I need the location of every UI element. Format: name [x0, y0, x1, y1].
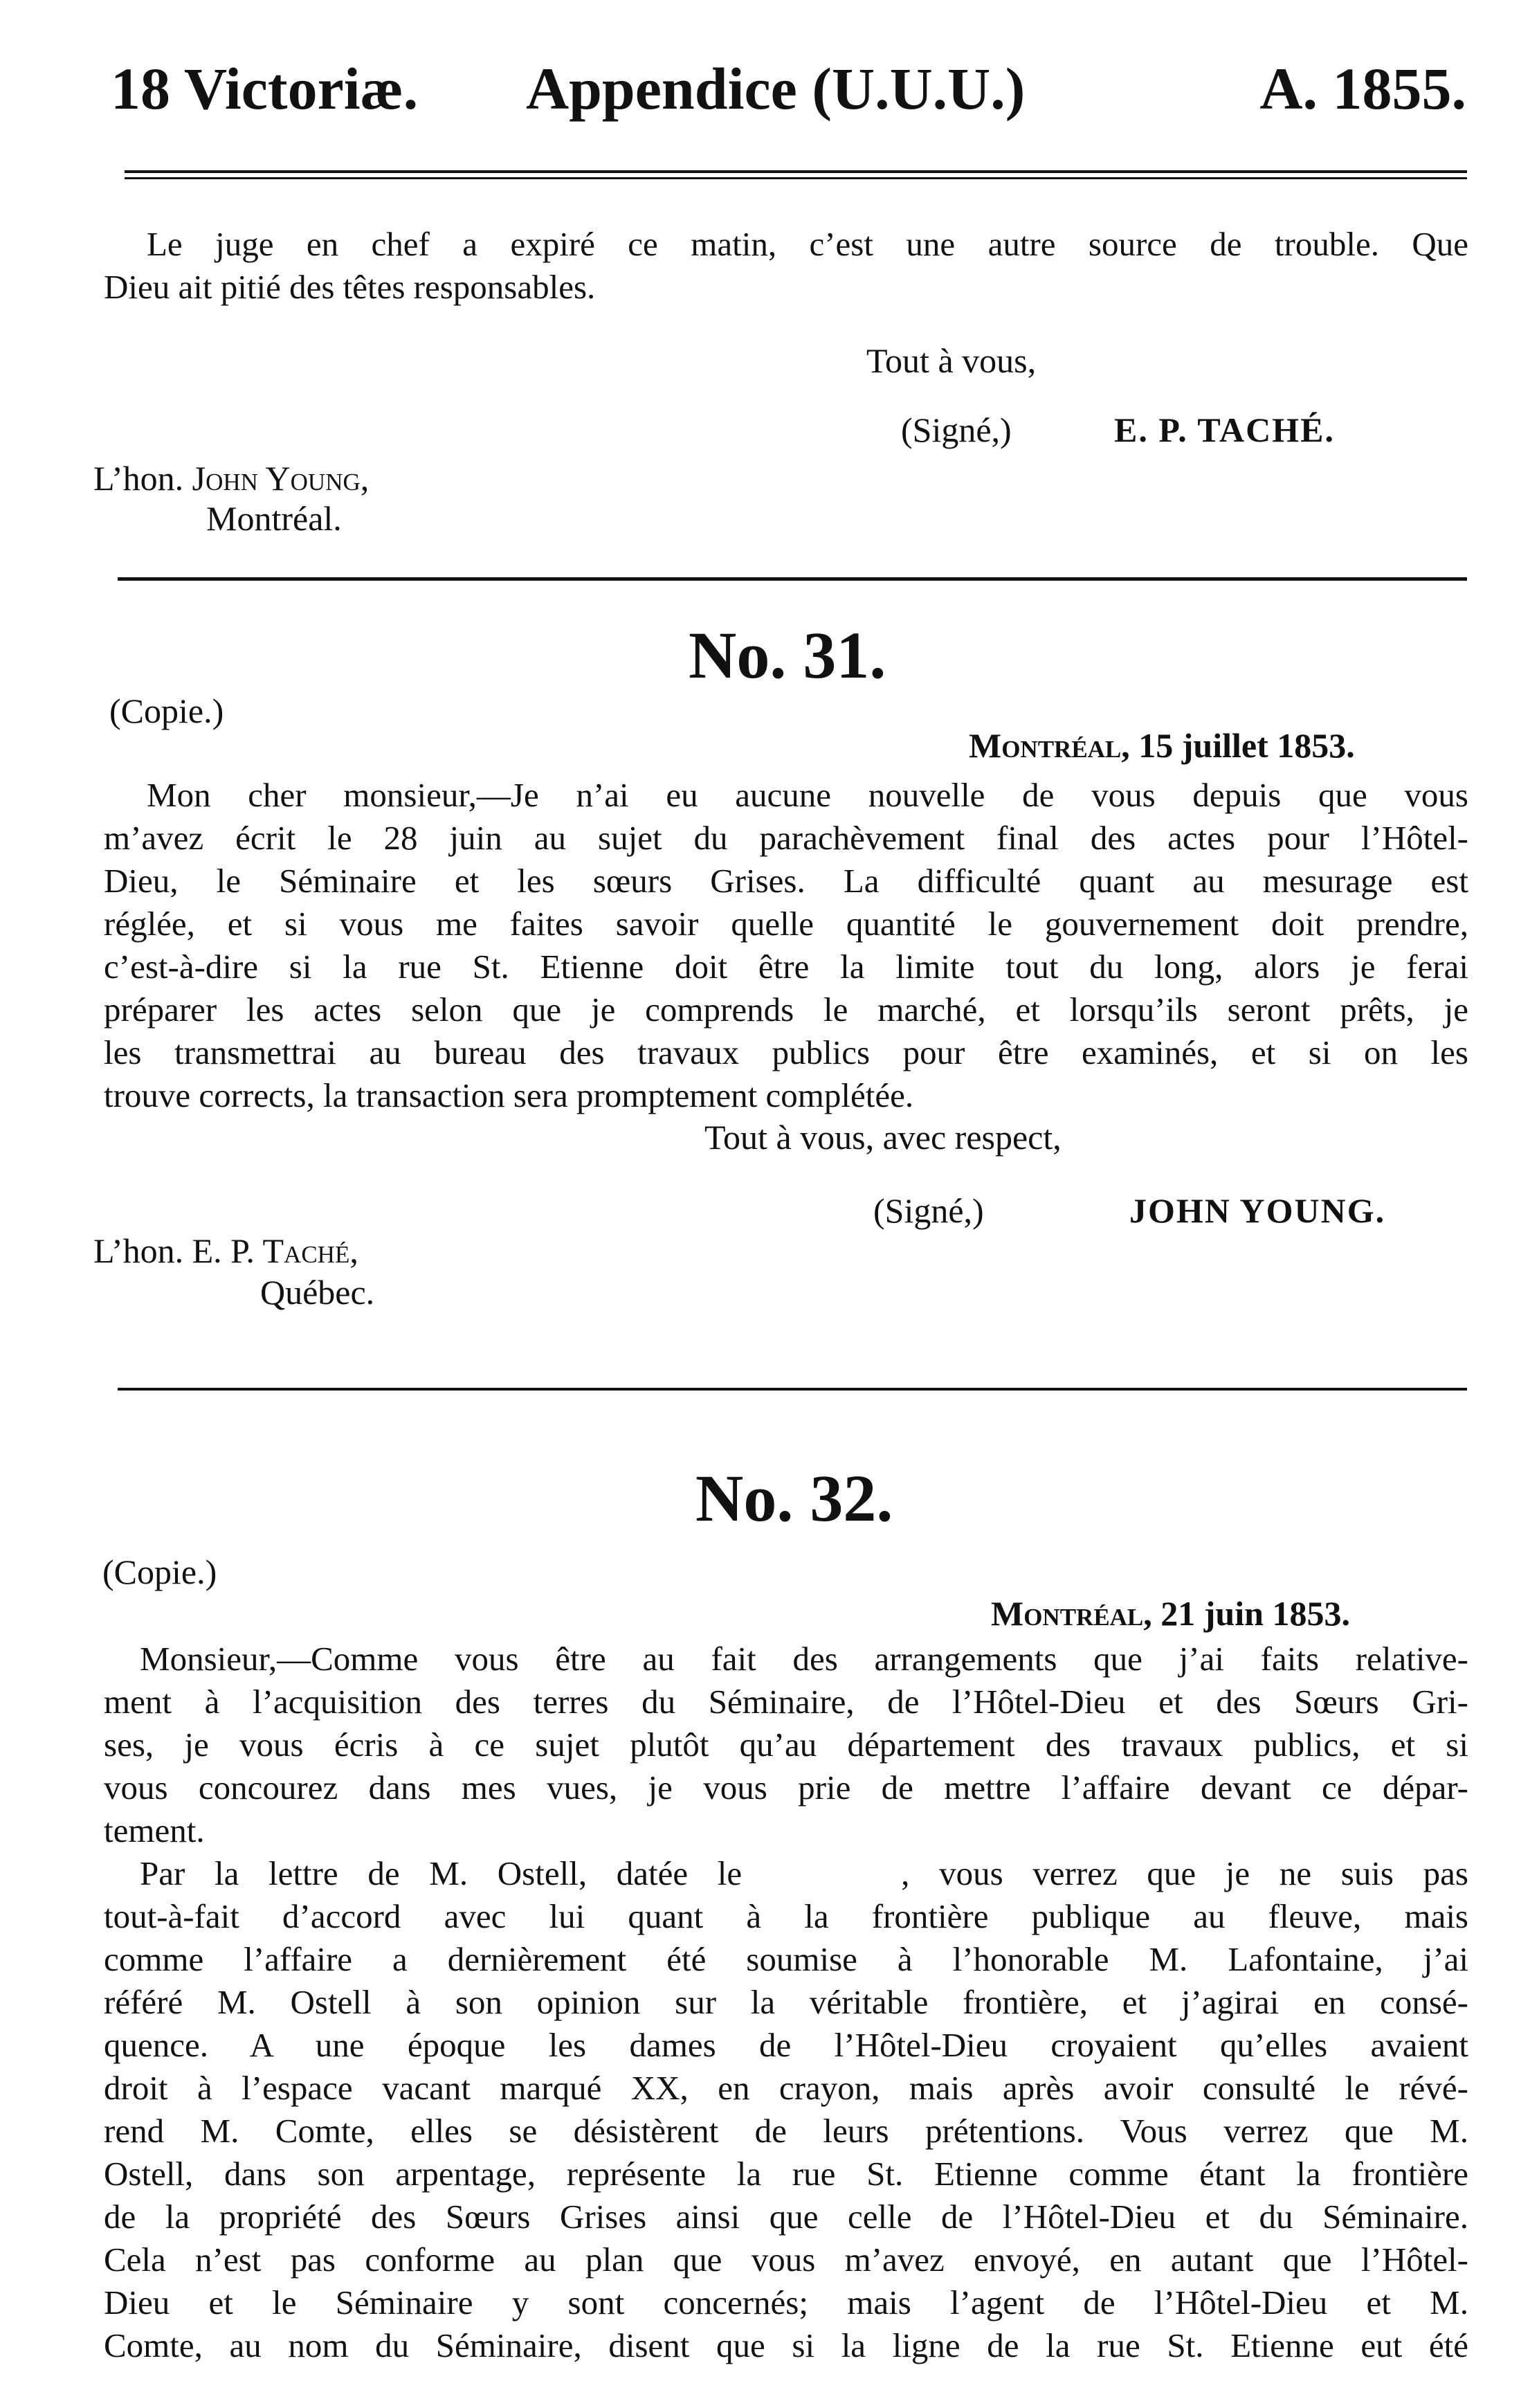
- date-place: Montréal,: [991, 1594, 1152, 1633]
- letter-31-closing: Tout à vous, avec respect,: [704, 1118, 1062, 1157]
- letter-31-title: No. 31.: [689, 618, 886, 692]
- text-line: ses, je vous écris à ce sujet plutôt qu’au département des travaux publics, et si: [104, 1726, 1468, 1764]
- section-rule: [118, 577, 1467, 581]
- letter-32-dateline: [991, 1592, 1350, 1635]
- date-place: Montréal,: [969, 726, 1130, 765]
- text-line: vous concourez dans mes vues, je vous prie de mettre l’affaire devant ce dépar-: [104, 1768, 1468, 1807]
- letter-31-paragraph: [104, 774, 1468, 1117]
- header-rule-top: [125, 170, 1467, 173]
- text-line: Comte, au nom du Séminaire, disent que si la ligne de la rue St. Etienne eut été: [104, 2326, 1468, 2364]
- text-line: préparer les actes selon que je comprends le marché, et lorsqu’ils seront prêts, je: [104, 990, 1468, 1029]
- text-line: tout-à-fait d’accord avec lui quant à la frontière publique au fleuve, mais: [104, 1897, 1468, 1935]
- header-appendix: Appendice (U.U.U.): [526, 55, 1026, 122]
- text-line: les transmettrai au bureau des travaux publics pour être examinés, et si on les: [104, 1033, 1468, 1071]
- date-value: 15 juillet 1853.: [1138, 726, 1355, 765]
- text-line: Dieu, le Séminaire et les sœurs Grises. La difficulté quant au mesurage est: [104, 862, 1468, 900]
- letter-32-paragraph-2: [104, 1852, 1468, 2367]
- letter-31-signer: JOHN YOUNG.: [1129, 1191, 1386, 1230]
- text-line: c’est-à-dire si la rue St. Etienne doit être la limite tout du long, alors je ferai: [104, 948, 1468, 986]
- date-value: 21 juin 1853.: [1160, 1594, 1350, 1633]
- section-rule: [118, 1388, 1467, 1391]
- addressee-prefix: L’hon.: [93, 459, 184, 498]
- text-line: droit à l’espace vacant marqué XX, en crayon, mais après avoir consulté le révé-: [104, 2069, 1468, 2107]
- text-line: tement.: [104, 1811, 205, 1849]
- text-line: Dieu ait pitié des têtes responsables.: [104, 268, 596, 306]
- letter-30-place: Montréal.: [206, 499, 342, 538]
- letter-31-signed-label: (Signé,): [873, 1191, 984, 1230]
- text-line: Cela n’est pas conforme au plan que vous m’avez envoyé, en autant que l’Hôtel-: [104, 2240, 1468, 2279]
- letter-31-addressee: [93, 1229, 358, 1272]
- text-line: ment à l’acquisition des terres du Séminaire, de l’Hôtel-Dieu et des Sœurs Gri-: [104, 1683, 1468, 1721]
- letter-31-copie: (Copie.): [109, 691, 224, 730]
- letter-30-paragraph: [104, 223, 1468, 309]
- letter-32-paragraph-1: [104, 1638, 1468, 1852]
- text-line: Monsieur,—Comme vous être au fait des arrangements que j’ai faits relative-: [140, 1640, 1468, 1678]
- letter-30-signer: E. P. TACHÉ.: [1114, 410, 1335, 449]
- text-line: référé M. Ostell à son opinion sur la véritable frontière, et j’agirai en consé-: [104, 1983, 1468, 2021]
- text-line: m’avez écrit le 28 juin au sujet du parachèvement final des actes pour l’Hôtel-: [104, 819, 1468, 857]
- text-line: trouve corrects, la transaction sera promptement complétée.: [104, 1076, 914, 1114]
- text-fragment: Par la lettre de M. Ostell, datée le: [140, 1854, 743, 1892]
- letter-30-signed-label: (Signé,): [901, 410, 1012, 449]
- letter-32-title: No. 32.: [695, 1461, 893, 1535]
- letter-30-addressee: [93, 457, 369, 500]
- text-line: quence. A une époque les dames de l’Hôtel-Dieu croyaient qu’elles avaient: [104, 2026, 1468, 2064]
- text-line: de la propriété des Sœurs Grises ainsi que celle de l’Hôtel-Dieu et du Séminaire.: [104, 2198, 1468, 2236]
- text-fragment: , vous verrez que je ne suis pas: [901, 1854, 1468, 1892]
- text-line: Dieu et le Séminaire y sont concernés; mais l’agent de l’Hôtel-Dieu et M.: [104, 2283, 1468, 2321]
- text-line: Ostell, dans son arpentage, représente la rue St. Etienne comme étant la frontière: [104, 2155, 1468, 2193]
- text-line: Mon cher monsieur,—Je n’ai eu aucune nouvelle de vous depuis que vous: [147, 776, 1468, 814]
- header-rule-bottom: [125, 177, 1467, 179]
- header-year: A. 1855.: [1259, 55, 1466, 122]
- letter-32-copie: (Copie.): [102, 1552, 217, 1591]
- letter-31-place: Québec.: [260, 1273, 375, 1312]
- text-line: comme l’affaire a dernièrement été soumise à l’honorable M. Lafontaine, j’ai: [104, 1940, 1468, 1978]
- text-line: Le juge en chef a expiré ce matin, c’est une autre source de trouble. Que: [147, 225, 1468, 263]
- letter-30-closing: Tout à vous,: [866, 341, 1037, 380]
- addressee-name: E. P. Taché,: [192, 1231, 358, 1270]
- text-line: [104, 1852, 1468, 1895]
- addressee-prefix: L’hon.: [93, 1231, 184, 1270]
- addressee-name: John Young,: [192, 459, 370, 498]
- letter-31-dateline: [969, 724, 1355, 767]
- text-line: réglée, et si vous me faites savoir quelle quantité le gouvernement doit prendre,: [104, 905, 1468, 943]
- text-line: rend M. Comte, elles se désistèrent de leurs prétentions. Vous verrez que M.: [104, 2112, 1468, 2150]
- header-session: 18 Victoriæ.: [111, 55, 419, 122]
